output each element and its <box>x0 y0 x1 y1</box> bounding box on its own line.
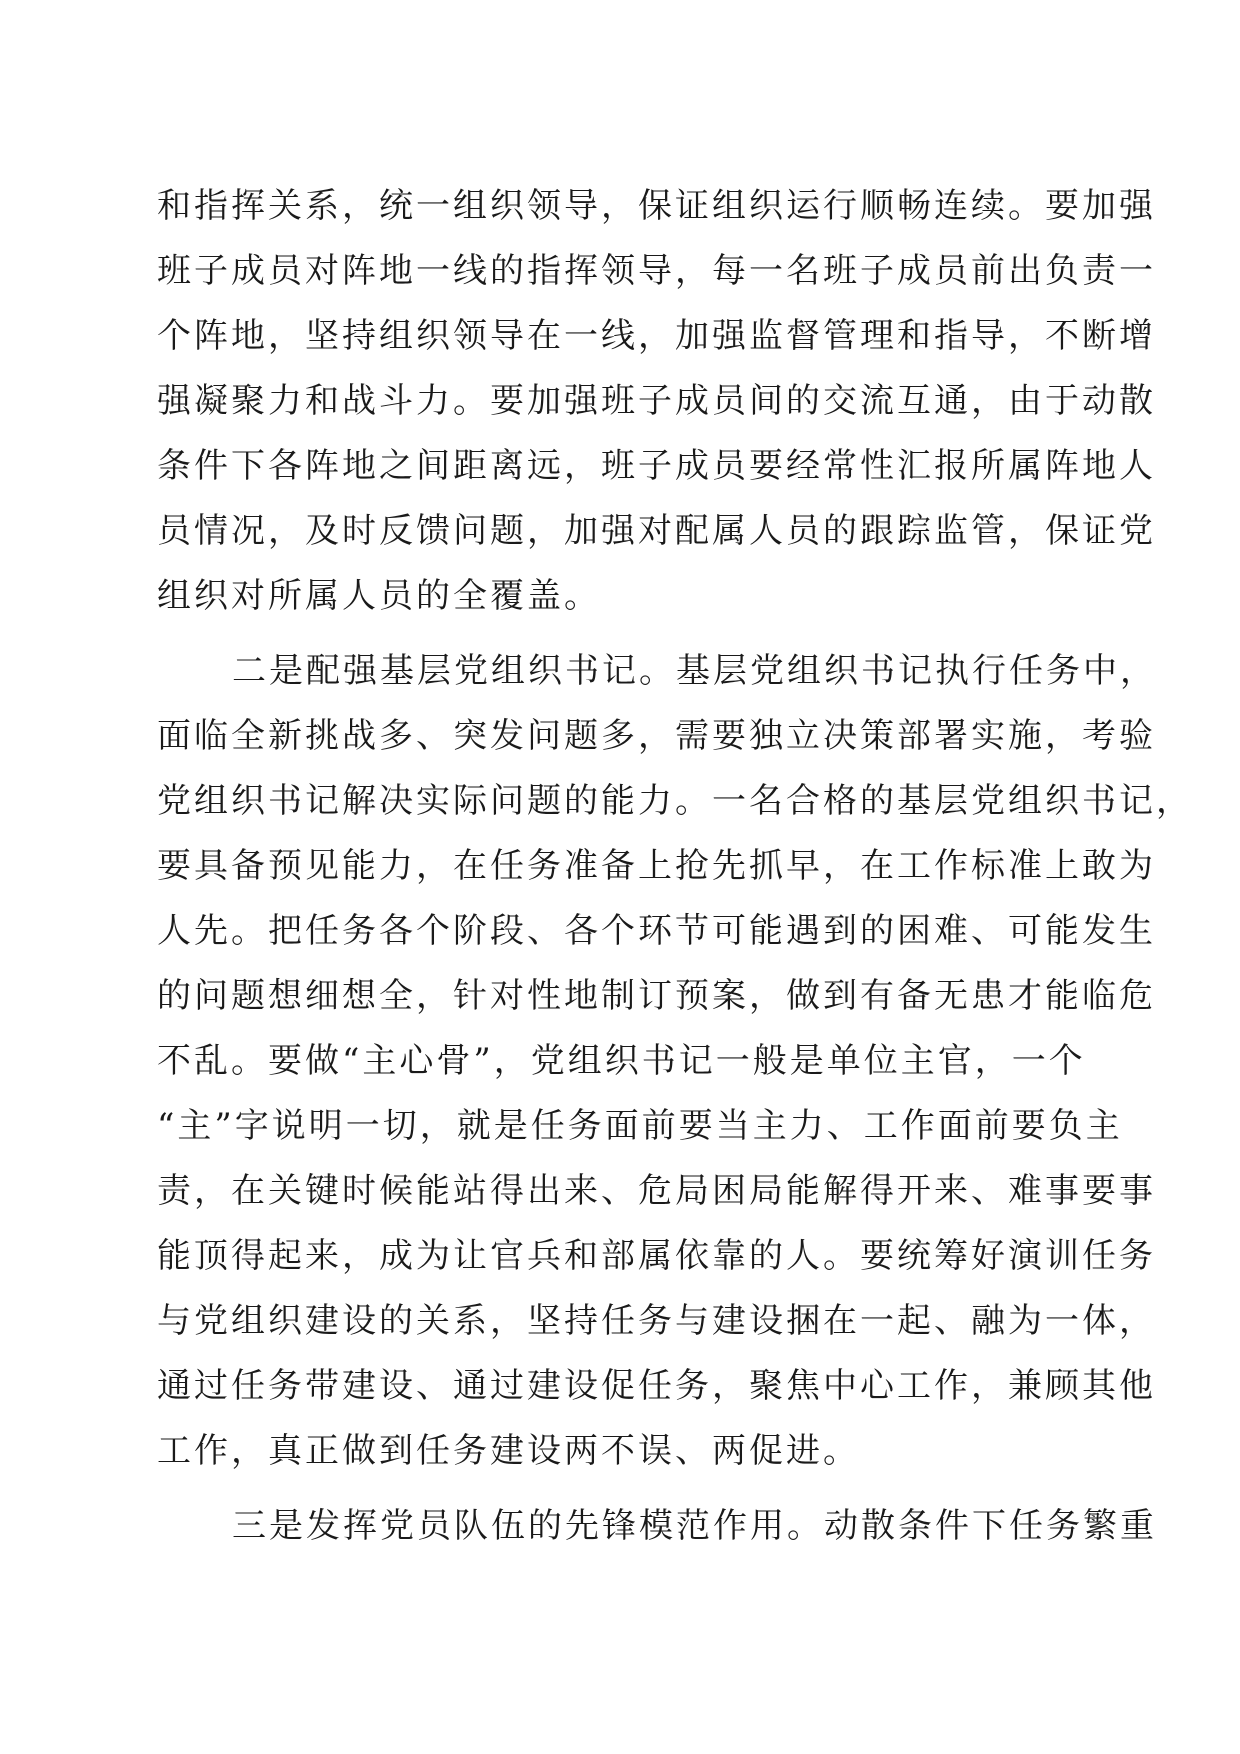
paragraph-spacer <box>157 1496 1097 1506</box>
text-line: 面临全新挑战多、突发问题多，需要独立决策部署实施，考验 <box>157 716 1156 756</box>
text-line: 组织对所属人员的全覆盖。 <box>157 576 601 616</box>
text-line: 能顶得起来，成为让官兵和部属依靠的人。要统筹好演训任务 <box>157 1236 1156 1276</box>
text-line: 不乱。要做“主心骨”，党组织书记一般是单位主官，一个 <box>157 1041 1086 1081</box>
paragraph-3 <box>157 1506 1157 1571</box>
text-line: 条件下各阵地之间距离远，班子成员要经常性汇报所属阵地人 <box>157 446 1156 486</box>
text-line: 通过任务带建设、通过建设促任务，聚焦中心工作，兼顾其他 <box>157 1366 1156 1406</box>
text-line: 的问题想细想全，针对性地制订预案，做到有备无患才能临危 <box>157 976 1156 1016</box>
text-line: 员情况，及时反馈问题，加强对配属人员的跟踪监管，保证党 <box>157 511 1156 551</box>
text-line: 个阵地，坚持组织领导在一线，加强监督管理和指导，不断增 <box>157 316 1156 356</box>
text-line: 人先。把任务各个阶段、各个环节可能遇到的困难、可能发生 <box>157 911 1156 951</box>
text-line: 和指挥关系，统一组织领导，保证组织运行顺畅连续。要加强 <box>157 186 1156 226</box>
text-line: 强凝聚力和战斗力。要加强班子成员间的交流互通，由于动散 <box>157 381 1156 421</box>
text-line: 三是发挥党员队伍的先锋模范作用。动散条件下任务繁重 <box>232 1506 1157 1546</box>
text-line: 要具备预见能力，在任务准备上抢先抓早，在工作标准上敢为 <box>157 846 1156 886</box>
text-line: 班子成员对阵地一线的指挥领导，每一名班子成员前出负责一 <box>157 251 1156 291</box>
text-line: 与党组织建设的关系，坚持任务与建设捆在一起、融为一体， <box>157 1301 1156 1341</box>
text-line: 党组织书记解决实际问题的能力。一名合格的基层党组织书记， <box>157 781 1193 821</box>
text-line: 二是配强基层党组织书记。基层党组织书记执行任务中， <box>232 651 1157 691</box>
text-line: “主”字说明一切，就是任务面前要当主力、工作面前要负主 <box>157 1106 1123 1146</box>
text-line: 责，在关键时候能站得出来、危局困局能解得开来、难事要事 <box>157 1171 1156 1211</box>
text-line: 工作，真正做到任务建设两不误、两促进。 <box>157 1431 860 1471</box>
document-body <box>157 186 1193 1571</box>
paragraph-1 <box>157 186 1156 641</box>
paragraph-spacer <box>157 641 1097 651</box>
paragraph-2 <box>157 651 1193 1496</box>
